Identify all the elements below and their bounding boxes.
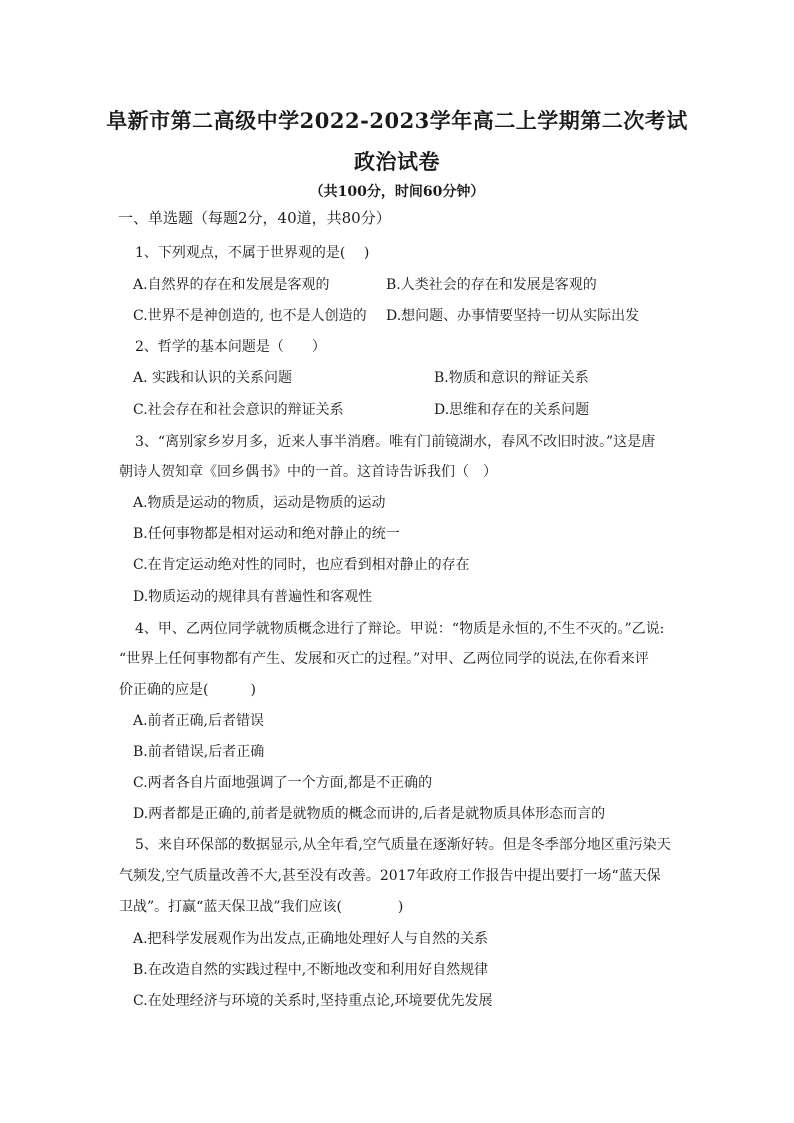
subject-title: 政治试卷	[354, 149, 440, 174]
question-5-option-c: C.在处理经济与环境的关系时,坚持重点论,环境要优先发展	[133, 993, 493, 1009]
question-4-stem-line-2: “世界上任何事物都有产生、发展和灭亡的过程。”对甲、乙两位同学的说法,在你看来评	[119, 651, 649, 667]
question-5-stem-line-3: 卫战”。打赢“蓝天保卫战”我们应该( )	[119, 899, 404, 915]
question-5-option-b: B.在改造自然的实践过程中,不断地改变和利用好自然规律	[133, 962, 489, 978]
exam-title: 阜新市第二高级中学2022-2023学年高二上学期第二次考试	[106, 108, 688, 133]
question-3-stem-line-1: 3、“离别家乡岁月多，近来人事半消磨。唯有门前镜湖水，春风不改旧时波。”这是唐	[135, 434, 656, 450]
question-5-stem-line-2: 气频发,空气质量改善不大,甚至没有改善。2017年政府工作报告中提出要打一场“蓝天保	[119, 868, 661, 884]
section-title: 一、单选题（每题2分，40道，共80分）	[118, 209, 391, 227]
question-3-option-b: B.任何事物都是相对运动和绝对静止的统一	[133, 526, 400, 542]
question-4-option-b: B.前者错误,后者正确	[133, 744, 265, 760]
question-2-option-c: C.社会存在和社会意识的辩证关系	[133, 402, 344, 418]
question-2-option-d: D.思维和存在的关系问题	[434, 402, 590, 418]
question-5-option-a: A.把科学发展观作为出发点,正确地处理好人与自然的关系	[133, 931, 489, 947]
question-1-stem: 1、下列观点，不属于世界观的是( )	[135, 245, 370, 261]
question-1-option-d: D.想问题、办事情要坚持一切从实际出发	[386, 308, 640, 324]
question-2-option-b: B.物质和意识的辩证关系	[434, 370, 589, 386]
question-3-option-d: D.物质运动的规律具有普遍性和客观性	[133, 589, 373, 605]
question-2-stem: 2、哲学的基本问题是（ ）	[135, 339, 326, 355]
question-4-option-d: D.两者都是正确的,前者是就物质的概念而讲的,后者是就物质具体形态而言的	[133, 806, 606, 822]
question-3-stem-line-2: 朝诗人贺知章《回乡偶书》中的一首。这首诗告诉我们（ ）	[119, 464, 497, 480]
question-4-option-c: C.两者各自片面地强调了一个方面,都是不正确的	[133, 775, 433, 791]
question-1-option-c: C.世界不是神创造的, 也不是人创造的	[133, 308, 367, 324]
question-1-option-a: A.自然界的存在和发展是客观的	[133, 277, 330, 293]
question-2-option-a: A. 实践和认识的关系问题	[133, 370, 293, 386]
question-1-option-b: B.人类社会的存在和发展是客观的	[386, 277, 597, 293]
question-4-option-a: A.前者正确,后者错误	[133, 713, 265, 729]
question-4-stem-line-3: 价正确的应是( )	[119, 682, 256, 698]
question-3-option-a: A.物质是运动的物质，运动是物质的运动	[133, 495, 386, 511]
exam-info: （共100分，时间60分钟）	[309, 184, 485, 200]
question-3-option-c: C.在肯定运动绝对性的同时，也应看到相对静止的存在	[133, 557, 470, 573]
question-4-stem-line-1: 4、甲、乙两位同学就物质概念进行了辩论。甲说：“物质是永恒的,不生不灭的。”乙说:	[135, 621, 665, 637]
question-5-stem-line-1: 5、来自环保部的数据显示,从全年看,空气质量在逐渐好转。但是冬季部分地区重污染天	[135, 837, 671, 853]
